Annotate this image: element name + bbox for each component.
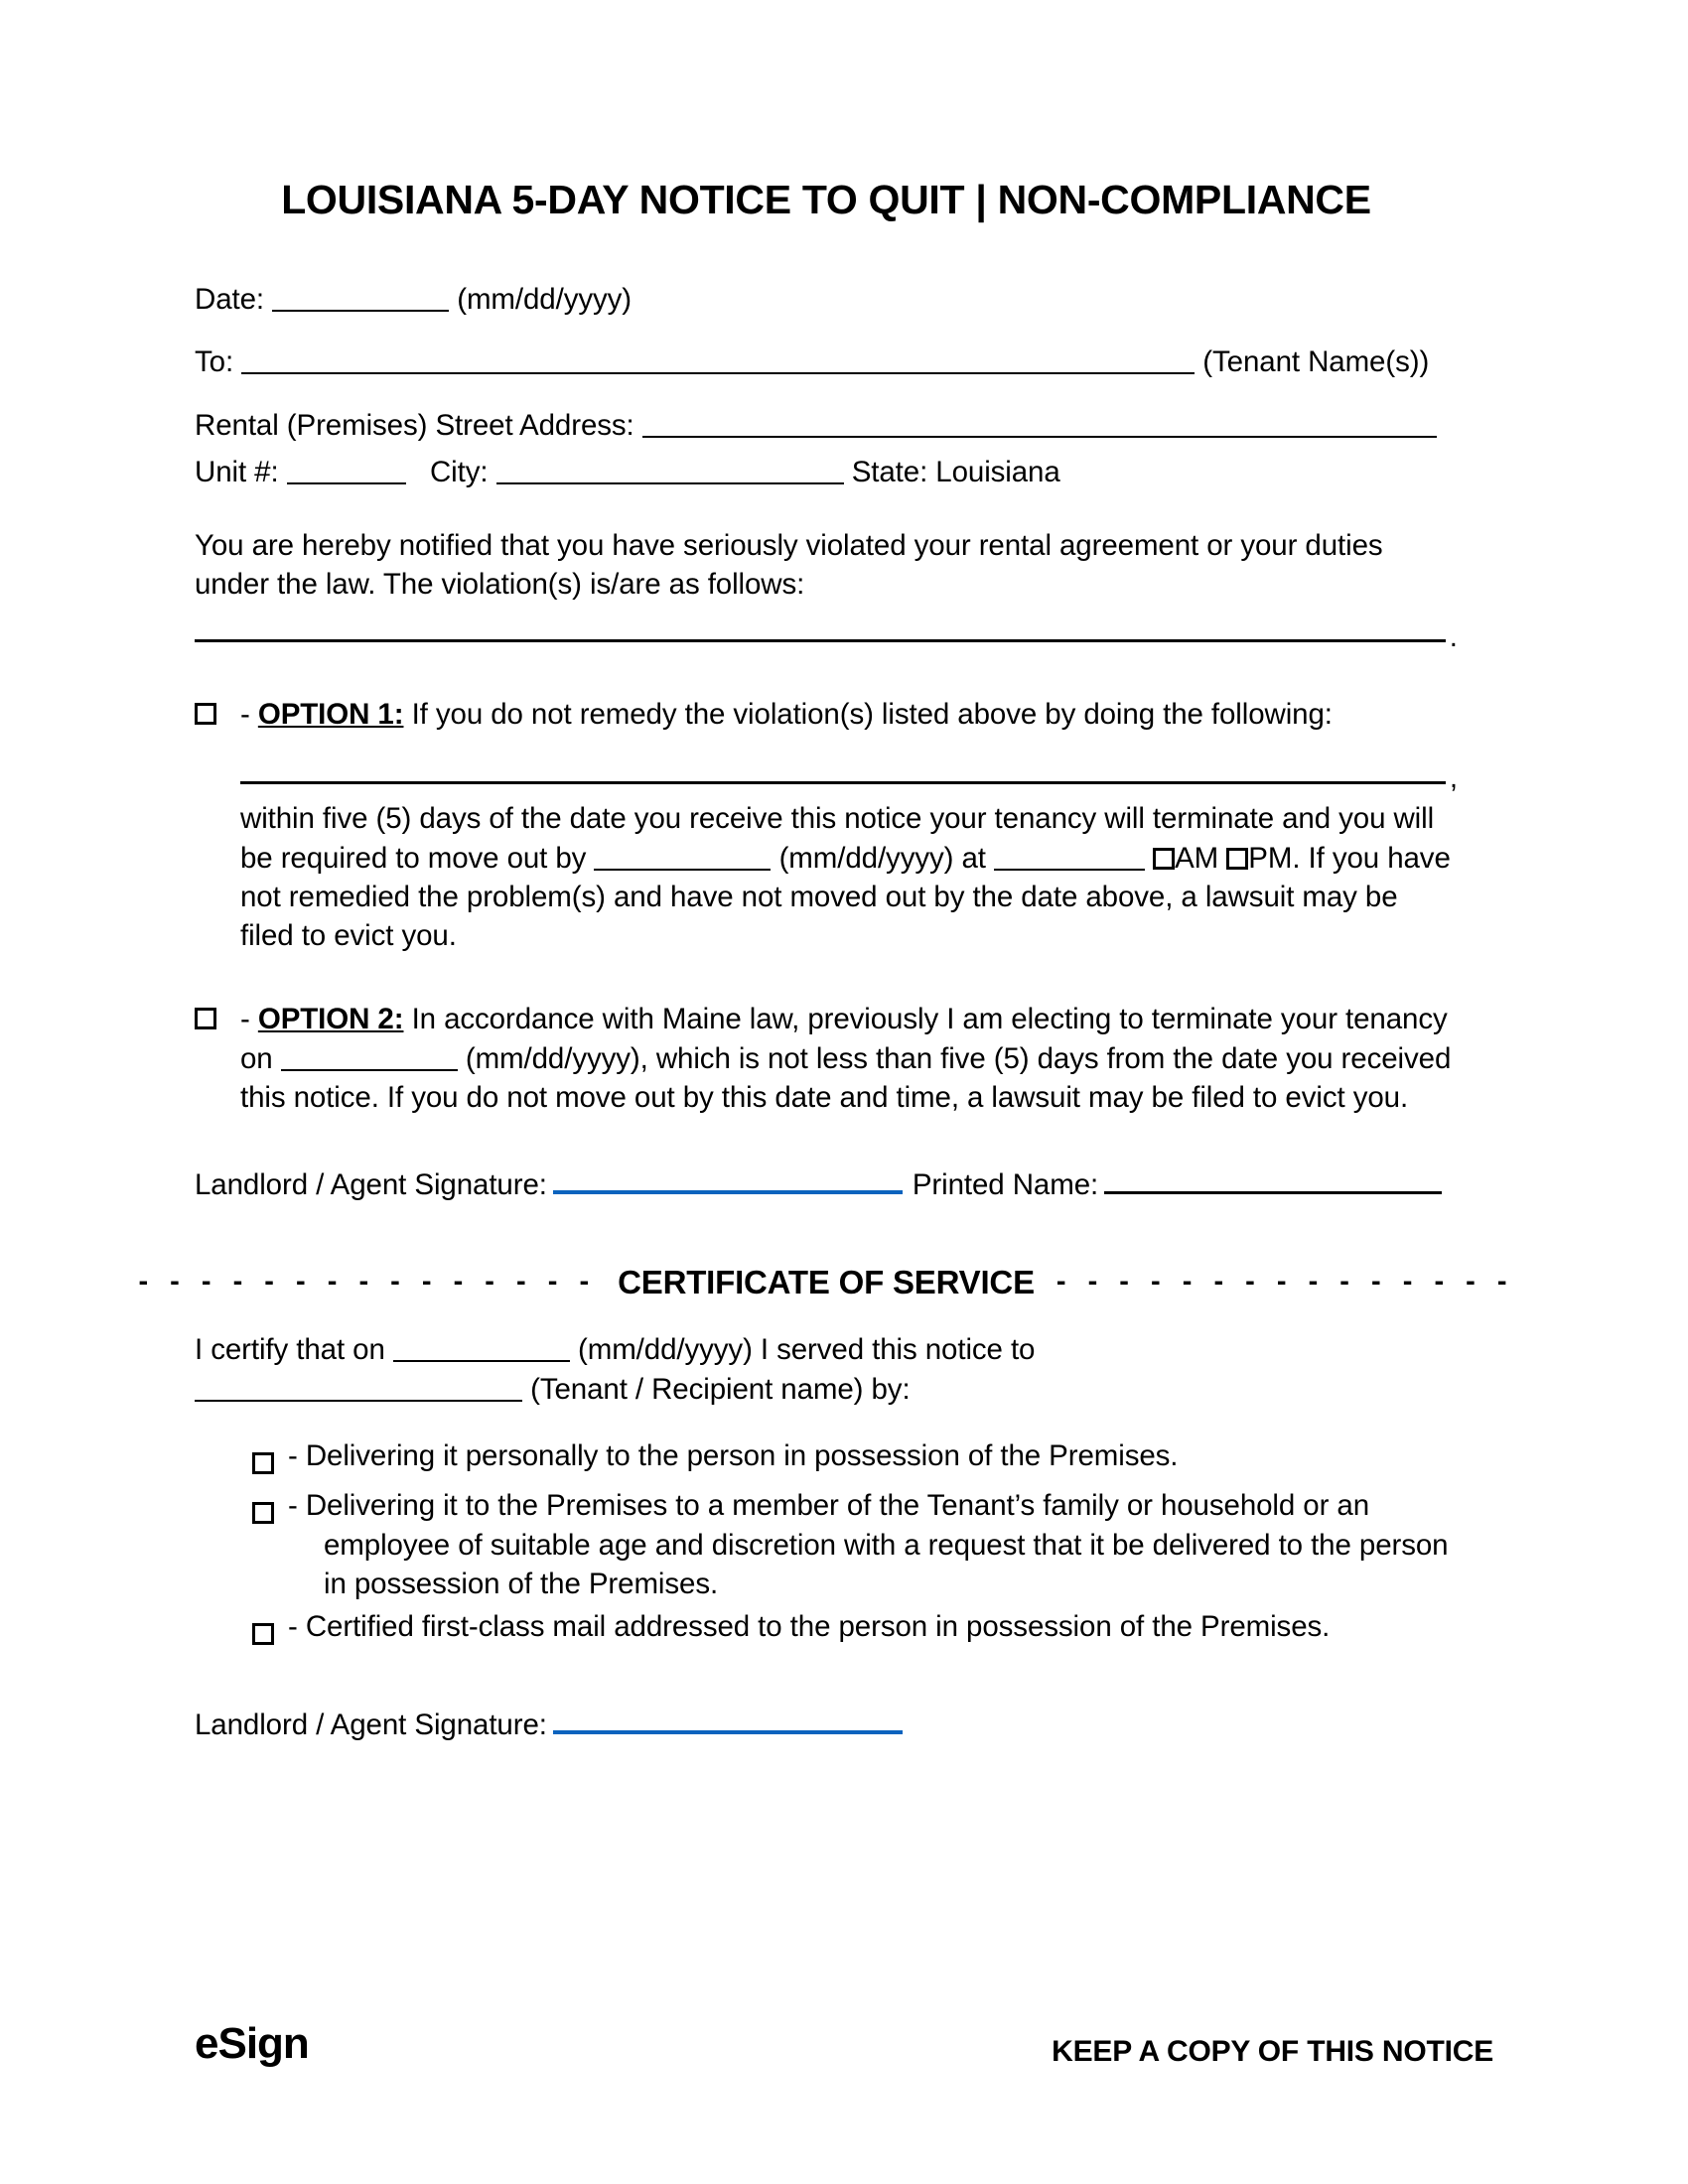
spacer	[195, 389, 1458, 405]
option-2-text-part1: In accordance with Maine law, previously I am electing to terminate your tenancy on	[240, 1002, 1448, 1075]
option-1-remedy-tail: ,	[1449, 761, 1458, 795]
keep-copy-note: KEEP A COPY OF THIS NOTICE	[1052, 2035, 1493, 2068]
landlord-signature-label: Landlord / Agent Signature:	[195, 1167, 547, 1201]
date-input[interactable]	[272, 279, 449, 312]
option-1-text-part1: within five (5) days of the date you receive this notice your tenancy will terminate and you will be required to move out by	[240, 801, 1435, 875]
option-1-date-format: (mm/dd/yyyy)	[778, 841, 954, 875]
street-address-label: Rental (Premises) Street Address:	[195, 408, 634, 442]
delivery-method-1-text-wrap	[288, 1436, 1458, 1475]
option-1-text-part2: If you have not remedied the problem(s) and have not moved out by the date above, a lawsuit may be filed to evict you.	[240, 841, 1451, 953]
date-label: Date:	[195, 283, 265, 317]
landlord-signature-row	[195, 1160, 1458, 1202]
spacer	[195, 1301, 1458, 1329]
page-title: LOUISIANA 5-DAY NOTICE TO QUIT | NON-COMPLIANCE	[281, 177, 1371, 222]
delivery-method-2-text: Delivering it to the Premises to a member of the Tenant’s family or household or an	[305, 1489, 1370, 1523]
city-input[interactable]	[496, 452, 844, 484]
option-1-pm-checkbox[interactable]	[1226, 848, 1248, 870]
option-1-remedy-row	[240, 763, 1458, 793]
tenant-name-input[interactable]	[241, 341, 1195, 374]
option-1-label: OPTION 1:	[257, 698, 404, 732]
recipient-name-input[interactable]	[195, 1369, 522, 1402]
violation-description-input[interactable]	[195, 639, 1446, 642]
spacer	[195, 1409, 1458, 1436]
date-row	[195, 279, 1458, 319]
date-format-hint: (mm/dd/yyyy)	[457, 283, 633, 317]
list-item	[252, 1607, 1458, 1653]
delivery-method-2-continuation: employee of suitable age and discretion with a request that it be delivered to the person in possession of the Premises.	[324, 1528, 1449, 1600]
option-1-checkbox[interactable]	[195, 703, 216, 725]
spacer	[195, 651, 1458, 695]
delivery-method-3-text: Certified first-class mail addressed to the person in possession of the Premises.	[305, 1610, 1331, 1644]
delivery-method-1-checkbox-wrap[interactable]	[252, 1436, 288, 1482]
option-2-text-part2: (mm/dd/yyyy), which is not less than five (5) days from the date you received this notice. If you do not move out by this date and time, a lawsuit may be filed to evict you.	[240, 1041, 1452, 1115]
option-1-at-label: at	[961, 841, 986, 875]
option-2-dash: -	[240, 1002, 250, 1035]
delivery-method-2-text-wrap	[288, 1486, 1458, 1603]
option-1-pm-label: PM.	[1248, 841, 1301, 875]
delivery-method-3-checkbox[interactable]	[252, 1623, 274, 1645]
option-1-lead-text: If you do not remedy the violation(s) listed above by doing the following:	[411, 698, 1333, 732]
state-label: State: Louisiana	[851, 455, 1060, 488]
certification-statement	[195, 1329, 1458, 1409]
option-1-block	[195, 695, 1458, 956]
option-1-body	[240, 695, 1458, 956]
city-label: City:	[429, 455, 489, 488]
certificate-of-service-title: CERTIFICATE OF SERVICE	[618, 1263, 1035, 1300]
violation-description-row	[195, 619, 1458, 653]
option-1-am-label: AM	[1175, 841, 1219, 875]
certificate-of-service-header	[138, 1263, 1514, 1301]
unit-label: Unit #:	[195, 455, 279, 488]
violation-line-tail: .	[1449, 619, 1458, 653]
street-address-row	[195, 405, 1458, 445]
page-footer	[195, 2019, 1493, 2069]
spacer	[195, 326, 1458, 341]
certify-prefix: I certify that on	[195, 1332, 385, 1366]
service-date-input[interactable]	[393, 1329, 570, 1362]
spacer	[195, 956, 1458, 1000]
esign-logo: eSign	[195, 2019, 309, 2068]
tenant-row	[195, 341, 1458, 381]
option-2-checkbox-wrap[interactable]	[195, 1000, 240, 1032]
delivery-method-1-checkbox[interactable]	[252, 1452, 274, 1474]
certificate-signature-input[interactable]	[553, 1701, 903, 1734]
option-1-am-checkbox[interactable]	[1153, 848, 1175, 870]
option-2-body	[240, 1000, 1458, 1118]
printed-name-input[interactable]	[1104, 1161, 1442, 1194]
spacer	[195, 498, 1458, 526]
delivery-method-3-checkbox-wrap[interactable]	[252, 1607, 288, 1653]
unit-city-state-row	[195, 452, 1458, 491]
option-1-time-input[interactable]	[994, 838, 1145, 871]
street-address-input[interactable]	[642, 405, 1437, 438]
unit-input[interactable]	[287, 452, 406, 484]
option-1-detail	[240, 799, 1458, 956]
delivery-method-1-text: Delivering it personally to the person in possession of the Premises.	[305, 1439, 1179, 1473]
option-2-termination-date-input[interactable]	[281, 1038, 458, 1071]
divider-dashes-right: - - - - - - - - - - - - - - -	[1055, 1266, 1514, 1298]
certificate-signature-row	[195, 1701, 1458, 1742]
option-1-moveout-date-input[interactable]	[594, 838, 771, 871]
option-2-checkbox[interactable]	[195, 1008, 216, 1029]
delivery-method-2-dash: -	[288, 1489, 298, 1523]
delivery-method-1-dash: -	[288, 1439, 298, 1473]
spacer	[195, 1117, 1458, 1160]
option-1-checkbox-wrap[interactable]	[195, 695, 240, 728]
delivery-method-3-text-wrap	[288, 1607, 1458, 1646]
delivery-method-2-checkbox-wrap[interactable]	[252, 1486, 288, 1532]
divider-dashes-left: - - - - - - - - - - - - - - -	[138, 1266, 597, 1298]
service-date-format: (mm/dd/yyyy) I served this notice to	[578, 1332, 1036, 1366]
printed-name-label: Printed Name:	[912, 1167, 1099, 1201]
spacer	[195, 1657, 1458, 1701]
option-2-label: OPTION 2:	[257, 1002, 404, 1035]
spacer	[195, 1202, 1458, 1264]
delivery-method-2-checkbox[interactable]	[252, 1502, 274, 1524]
certificate-signature-label: Landlord / Agent Signature:	[195, 1707, 547, 1741]
recipient-name-hint: (Tenant / Recipient name) by:	[530, 1373, 911, 1407]
to-label: To:	[195, 345, 234, 379]
delivery-method-3-dash: -	[288, 1610, 298, 1644]
landlord-signature-input[interactable]	[553, 1160, 903, 1194]
option-1-dash: -	[240, 698, 250, 732]
tenant-name-hint: (Tenant Name(s))	[1202, 345, 1430, 379]
option-2-block	[195, 1000, 1458, 1118]
document-content	[138, 175, 1514, 1742]
list-item	[252, 1486, 1458, 1603]
list-item	[252, 1436, 1458, 1482]
notice-paragraph: You are hereby notified that you have seriously violated your rental agreement or your duties under the law. The violation(s) is/are as follows:	[195, 529, 1383, 602]
delivery-method-list	[195, 1436, 1458, 1653]
option-1-remedy-input[interactable]	[240, 781, 1446, 784]
